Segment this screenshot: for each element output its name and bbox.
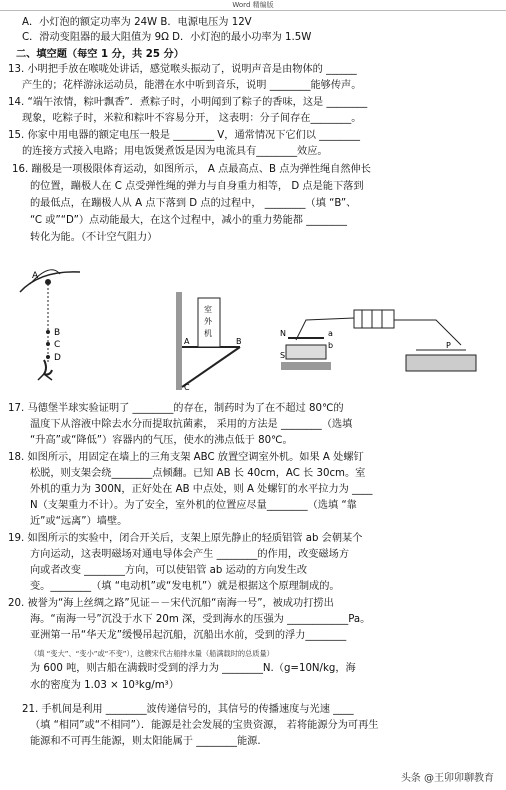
q17-line3: “升高”或“降低”）容器内的气压，使水的沸点低于 80℃。 [30, 435, 293, 446]
q19-line3: 向或者改变 ________方向，可以使铝管 ab 运动的方向发生改 [30, 565, 308, 576]
bracket-figure [170, 292, 250, 392]
q16-line5: 转化为能。（不计空气阻力） [30, 232, 158, 243]
q19-line4: 变。________（填 “电动机”或“发电机”）就是根据这个原理制成的。 [30, 581, 340, 592]
q19-line1: 19. 如图所示的实验中，闭合开关后，支架上原先静止的轻质铝管 ab 会朝某个 [8, 533, 363, 544]
label-b: B [54, 328, 61, 338]
q15-line2: 的连接方式接入电路；用电饭煲煮饭是因为电流具有________效应。 [22, 146, 328, 157]
watermark: 头条 @王卯卯聊教育 [400, 773, 494, 784]
svg-text:机: 机 [204, 329, 212, 338]
q13-line1: 13. 小明把手放在喉咙处讲话，感觉喉头振动了，说明声音是由物体的 ______ [8, 64, 357, 75]
circuit-figure [276, 300, 486, 390]
svg-text:N: N [280, 329, 286, 338]
q18-line1: 18. 如图所示，用固定在墙上的三角支架 ABC 放置空调室外机。如果 A 处螺钉 [8, 452, 364, 463]
svg-text:S: S [280, 351, 286, 360]
q20-line2: 海。“南海一号”沉没于水下 20m 深，受到海水的压强为 ____________Pa。 [30, 614, 371, 625]
q16-line3: 的最低点，在蹦极人从 A 点下落到 D 点的过程中， ________（填 “B”、 [30, 198, 357, 209]
label-d: D [54, 353, 61, 363]
q20-line4: （填 “变大”、“变小”或“不变”），这艘宋代古船排水量（船满载时的总质量） [30, 649, 274, 658]
q12-options-ab: A．小灯泡的额定功率为 24W B．电源电压为 12V [22, 17, 252, 28]
q16-line1: 16. 蹦极是一项极限体育运动，如图所示， A 点最高点、B 点为弹性绳自然伸长 [12, 164, 371, 175]
q14-line2: 现象，吃粽子时，米粒和粽叶不容易分开， 这表明：分子间存在________。 [22, 113, 362, 124]
svg-text:b: b [328, 341, 334, 350]
q16-line4: “C 或”“D”）点动能最大，在这个过程中，减小的重力势能都 ________ [30, 215, 347, 226]
q20-line5: 为 600 吨，则古船在满载时受到的浮力为 ________N.（g=10N/kg，海 [30, 663, 356, 674]
q21-line1: 21. 手机间是利用 ________波传递信号的，其信号的传播速度与光速 ____ [22, 704, 354, 715]
q20-line3: 亚洲第一吊“华天龙”缓慢吊起沉船，沉船出水前，受到的浮力________ [30, 630, 347, 641]
svg-text:B: B [236, 337, 242, 346]
q17-line2: 温度下从溶液中除去水分而提取抗菌素， 采用的方法是 ________（选填 [30, 419, 353, 430]
q18-line2: 松脱，则支架会绕________点倾翻。已知 AB 长 40cm，AC 长 30cm。室 [30, 468, 366, 479]
svg-text:P: P [446, 341, 451, 350]
q13-line2: 产生的；花样游泳运动员，能潜在水中听到音乐，说明 ________能够传声。 [22, 80, 362, 91]
svg-text:室: 室 [204, 305, 212, 314]
q16-line2: 的位置，蹦极人在 C 点受弹性绳的弹力与自身重力相等， D 点是能下落到 [30, 181, 364, 192]
header-divider [0, 10, 506, 11]
bungee-figure [10, 262, 90, 392]
q21-line3: 能源和不可再生能源，则太阳能属于 ________能源. [30, 736, 261, 747]
svg-text:外: 外 [204, 317, 212, 326]
q20-line6: 水的密度为 1.03 × 10³kg/m³） [30, 680, 179, 691]
svg-text:a: a [328, 329, 333, 338]
q18-line3: 外机的重力为 300N，正好处在 AB 中点处，则 A 处螺钉的水平拉力为 ____ [30, 484, 373, 495]
svg-text:C: C [184, 383, 190, 392]
q17-line1: 17. 马德堡半球实验证明了 ________的存在，制药时为了在不超过 80℃的 [8, 403, 344, 414]
q18-line5: 近”或“远离”）墙壁。 [30, 516, 128, 527]
q14-line1: 14. “端午浓情，粽叶飘香”．煮粽子时，小明闻到了粽子的香味，这是 ________ [8, 97, 368, 108]
page-header: Word 精编版 [232, 1, 274, 9]
q20-line1: 20. 被誉为“海上丝绸之路”见证－－宋代沉船“南海一号”，被成功打捞出 [8, 598, 334, 609]
q21-line2: （填 “相同”或“不相同”）．能源是社会发展的宝贵资源， 若将能源分为可再生 [30, 720, 379, 731]
q18-line4: N（支架重力不计）。为了安全，室外机的位置应尽量________（选填 “靠 [30, 500, 357, 511]
section-title: 二、填空题（每空 1 分，共 25 分） [16, 49, 184, 60]
label-a: A [32, 271, 39, 281]
label-c: C [54, 340, 61, 350]
q19-line2: 方向运动，这表明磁场对通电导体会产生 ________的作用，改变磁场方 [30, 549, 350, 560]
svg-text:A: A [184, 337, 190, 346]
q15-line1: 15. 你家中用电器的额定电压一般是 ________ V，通常情况下它们以 ________ [8, 130, 360, 141]
q12-options-cd: C．滑动变阻器的最大阻值为 9Ω D．小灯泡的最小功率为 1.5W [22, 32, 312, 43]
